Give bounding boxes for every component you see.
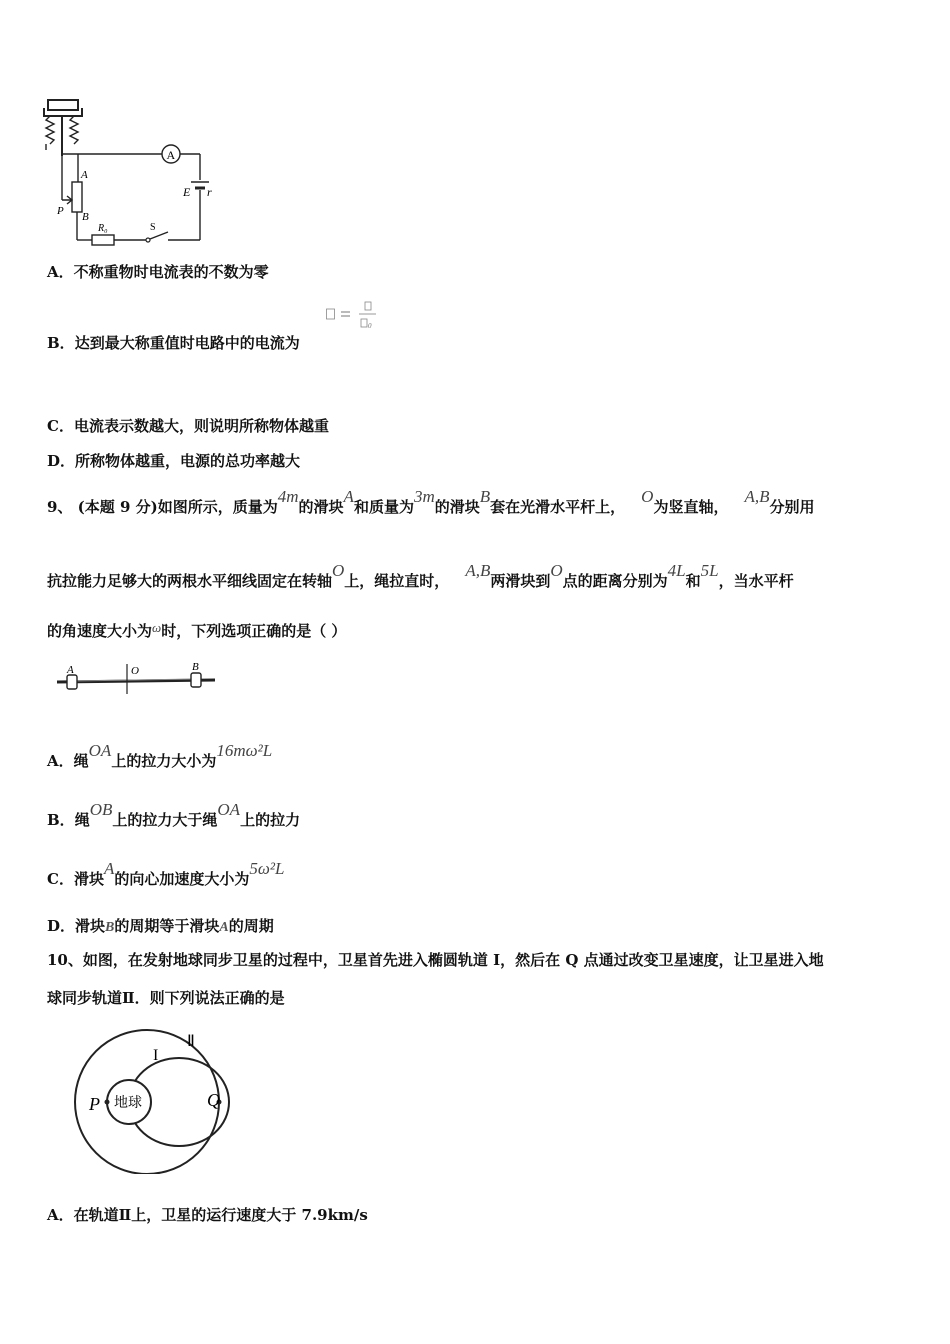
- point-q-label: Q: [207, 1090, 220, 1110]
- q10-option-a: A．在轨道Ⅱ上，卫星的运行速度大于 7.9km/s: [47, 1206, 368, 1224]
- q9-option-b: B．绳OB上的拉力大于绳OA上的拉力: [47, 800, 301, 829]
- switch-label: S: [150, 222, 156, 233]
- orbit1-label: I: [153, 1047, 159, 1064]
- circuit-figure: [40, 96, 220, 246]
- earth-label: 地球: [114, 1096, 142, 1111]
- slider-p-label: P: [57, 205, 64, 217]
- svg-text:0: 0: [368, 322, 372, 330]
- q9-stem-line2: 抗拉能力足够大的两根水平细线固定在转轴O上，绳拉直时，A,B两滑块到O点的距离分别为4L和5L，当水平杆: [47, 561, 794, 590]
- q9-option-a: A．绳OA上的拉力大小为16mω²L: [47, 741, 273, 770]
- rod-b-label: B: [192, 661, 199, 673]
- slider-a-label: A: [81, 169, 88, 181]
- ammeter-label: A: [166, 148, 176, 162]
- orbit-figure: [45, 1022, 245, 1174]
- q9-stem-line3: 的角速度大小为ω时，下列选项正确的是（ ）: [47, 620, 347, 640]
- q8-option-c: C．电流表示数越大，则说明所称物体越重: [47, 417, 329, 435]
- fraction-formula: [326, 300, 386, 334]
- point-p-label: P: [89, 1094, 100, 1114]
- q9-option-c: C．滑块A的向心加速度大小为5ω²L: [47, 859, 285, 888]
- q8-option-b-formula: [326, 300, 386, 334]
- rod-a-label: A: [67, 664, 74, 676]
- q8-option-d: D．所称物体越重，电源的总功率越大: [47, 452, 301, 470]
- orbit2-label: Ⅱ: [187, 1033, 195, 1050]
- q9-stem-line1: 9、 (本题 9 分)如图所示，质量为4m的滑块A和质量为3m的滑块B套在光滑水平杆上，O为竖直轴，A,B分别用: [47, 487, 815, 516]
- q10-stem-line2: 球同步轨道Ⅱ．则下列说法正确的是: [47, 989, 285, 1007]
- rod-figure: [55, 660, 220, 698]
- formula-text: [326, 328, 331, 329]
- slider-b-label: B: [82, 211, 89, 223]
- emf-label: E: [183, 185, 191, 199]
- resistor-label: R₀: [98, 223, 108, 234]
- q9-option-d: D．滑块B的周期等于滑块A的周期: [47, 917, 274, 935]
- internal-r-label: r: [207, 185, 212, 199]
- q10-stem-line1: 10、如图，在发射地球同步卫星的过程中，卫星首先进入椭圆轨道 I，然后在 Q 点通过改变卫星速度，让卫星进入地: [47, 951, 824, 969]
- rod-o-label: O: [131, 665, 139, 677]
- q8-option-a: A．不称重物时电流表的不数为零: [47, 263, 269, 281]
- q8-option-b: B．达到最大称重值时电路中的电流为: [47, 334, 300, 352]
